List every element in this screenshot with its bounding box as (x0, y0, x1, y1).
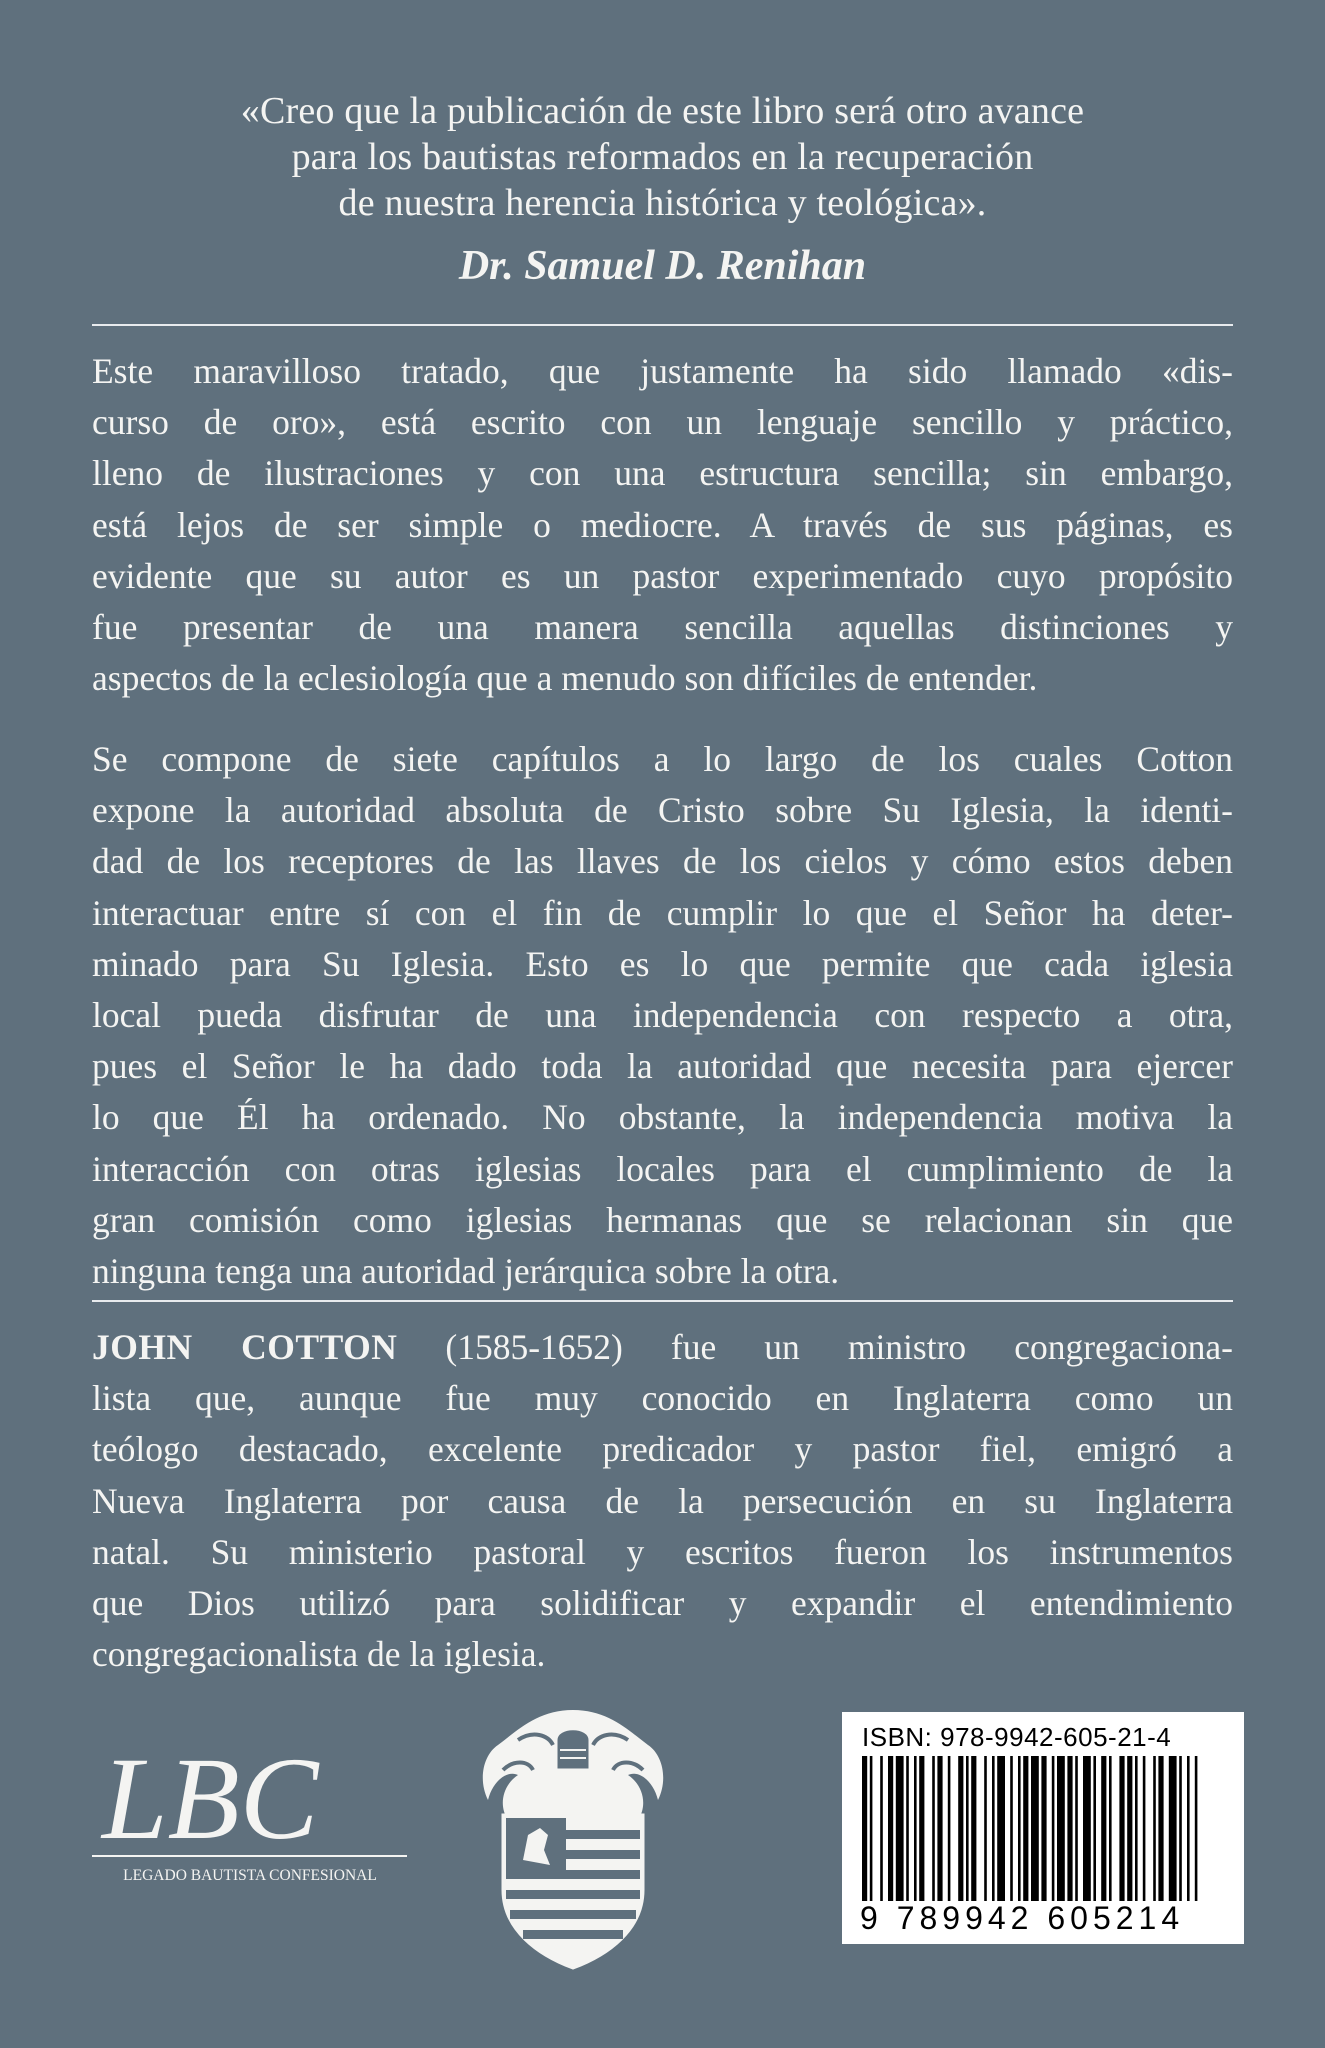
barcode-bar (958, 1756, 963, 1901)
text-line: evidente que su autor es un pastor experimentado cuyo propósito (92, 555, 1233, 596)
text-line: dad de los receptores de las llaves de los cielos y cómo estos deben (92, 841, 1233, 882)
text-line: local pueda disfrutar de una independencia con respecto a otra, (92, 995, 1233, 1036)
quote-line: «Creo que la publicación de este libro será otro avance (240, 90, 1085, 132)
barcode-bar (1187, 1756, 1190, 1901)
barcode-bar (1135, 1756, 1138, 1901)
quote-line: de nuestra herencia histórica y teológica». (338, 182, 987, 224)
text-line: pues el Señor le ha dado toda la autoridad que necesita para ejercer (92, 1046, 1233, 1087)
barcode-bar (1031, 1756, 1039, 1901)
text-line: curso de oro», está escrito con un lenguaje sencillo y práctico, (92, 402, 1233, 443)
text-line: está lejos de ser simple o mediocre. A través de sus páginas, es (92, 504, 1233, 545)
text-line: minado para Su Iglesia. Esto es lo que permite que cada iglesia (92, 943, 1233, 984)
barcode-bar (1179, 1756, 1182, 1901)
text-line: ninguna tenga una autoridad jerárquica sobre la otra. (92, 1251, 840, 1292)
barcode-bar (984, 1756, 987, 1901)
text-line: interactuar entre sí con el fin de cumplir lo que el Señor ha deter- (92, 892, 1233, 933)
barcode-digits: 9 789942 605214 (860, 1900, 1185, 1936)
barcode-bar (1093, 1756, 1096, 1901)
text-line (92, 1322, 1233, 1373)
barcode-bar (997, 1756, 1005, 1901)
text-line: natal. Su ministerio pastoral y escritos fueron los instrumentos (92, 1531, 1233, 1572)
text-line: lleno de ilustraciones y con una estructura sencilla; sin embargo, (92, 453, 1233, 494)
text-line: Nueva Inglaterra por causa de la persecución en su Inglaterra (92, 1480, 1233, 1521)
quote-line: para los bautistas reformados en la recuperación (291, 136, 1034, 178)
bio-first-line: (1585-1652) fue un ministro congregaciona- (397, 1327, 1233, 1367)
text-line: congregacionalista de la iglesia. (92, 1634, 546, 1675)
divider (92, 324, 1233, 326)
barcode-bar (862, 1756, 867, 1901)
barcode-bar (888, 1756, 893, 1901)
quote-block (0, 88, 1325, 292)
text-line: lo que Él ha ordenado. No obstante, la independencia motiva la (92, 1097, 1233, 1138)
author-name: JOHN COTTON (92, 1327, 398, 1367)
publisher-name: LEGADO BAUTISTA CONFESIONAL (123, 1867, 377, 1884)
text-line: fue presentar de una manera sencilla aquellas distinciones y (92, 607, 1233, 648)
isbn-barcode (842, 1712, 1244, 1944)
publisher-logo (92, 1730, 412, 1890)
barcode-bar (1057, 1756, 1065, 1901)
barcode-bar (896, 1756, 904, 1901)
barcode-bar (1023, 1756, 1028, 1901)
barcode-bar (971, 1756, 976, 1901)
barcode-bar (914, 1756, 917, 1901)
barcode-bar (1143, 1756, 1146, 1901)
text-line: que Dios utilizó para solidificar y expandir el entendimiento (92, 1583, 1233, 1624)
text-line: teólogo destacado, excelente predicador y pastor fiel, emigró a (92, 1429, 1233, 1470)
barcode-bar (932, 1756, 935, 1901)
text-line: lista que, aunque fue muy conocido en Inglaterra como un (92, 1378, 1233, 1419)
barcode-bar (1158, 1756, 1163, 1901)
barcode-bar (1075, 1756, 1078, 1901)
barcode-bar (919, 1756, 924, 1901)
isbn-label: ISBN: 978-9942-605-21-4 (862, 1722, 1172, 1752)
barcode-bar (937, 1756, 942, 1901)
barcode-bar (906, 1756, 909, 1901)
barcode-bar (1153, 1756, 1156, 1901)
quote-author: Dr. Samuel D. Renihan (458, 243, 867, 289)
barcode-bars-icon (854, 1756, 1234, 1906)
text-line: interacción con otras iglesias locales para el cumplimiento de la (92, 1148, 1233, 1189)
synopsis-paragraph-2 (92, 734, 1233, 1297)
coat-of-arms-icon (478, 1700, 668, 1970)
barcode-bar (966, 1756, 969, 1901)
synopsis-paragraph-1 (92, 346, 1233, 704)
barcode-bar (1169, 1756, 1177, 1901)
barcode-bar (1109, 1756, 1112, 1901)
barcode-bar (880, 1756, 883, 1901)
barcode-bar (1119, 1756, 1124, 1901)
text-line: expone la autoridad absoluta de Cristo sobre Su Iglesia, la identi- (92, 790, 1233, 831)
barcode-bar (1083, 1756, 1091, 1901)
barcode-bar (1041, 1756, 1046, 1901)
barcode-bar (992, 1756, 995, 1901)
barcode-bar (870, 1756, 873, 1901)
barcode-bar (1195, 1756, 1198, 1901)
barcode-bar (1010, 1756, 1013, 1901)
barcode-bar (1101, 1756, 1106, 1901)
text-line: gran comisión como iglesias hermanas que se relacionan sin que (92, 1199, 1233, 1240)
text-line: aspectos de la eclesiología que a menudo son difíciles de entender. (92, 658, 1038, 699)
barcode-bar (1067, 1756, 1072, 1901)
lbc-logo-icon (92, 1730, 412, 1890)
author-bio (92, 1322, 1233, 1680)
barcode-bar (1127, 1756, 1132, 1901)
logo-letters: LBC (102, 1733, 319, 1864)
text-line: Este maravilloso tratado, que justamente ha sido llamado «dis- (92, 351, 1233, 391)
text-line: Se compone de siete capítulos a lo largo de los cuales Cotton (92, 739, 1233, 779)
barcode-bar (1018, 1756, 1021, 1901)
barcode-bar (1052, 1756, 1055, 1901)
barcode-bar (948, 1756, 951, 1901)
divider (92, 1300, 1233, 1302)
